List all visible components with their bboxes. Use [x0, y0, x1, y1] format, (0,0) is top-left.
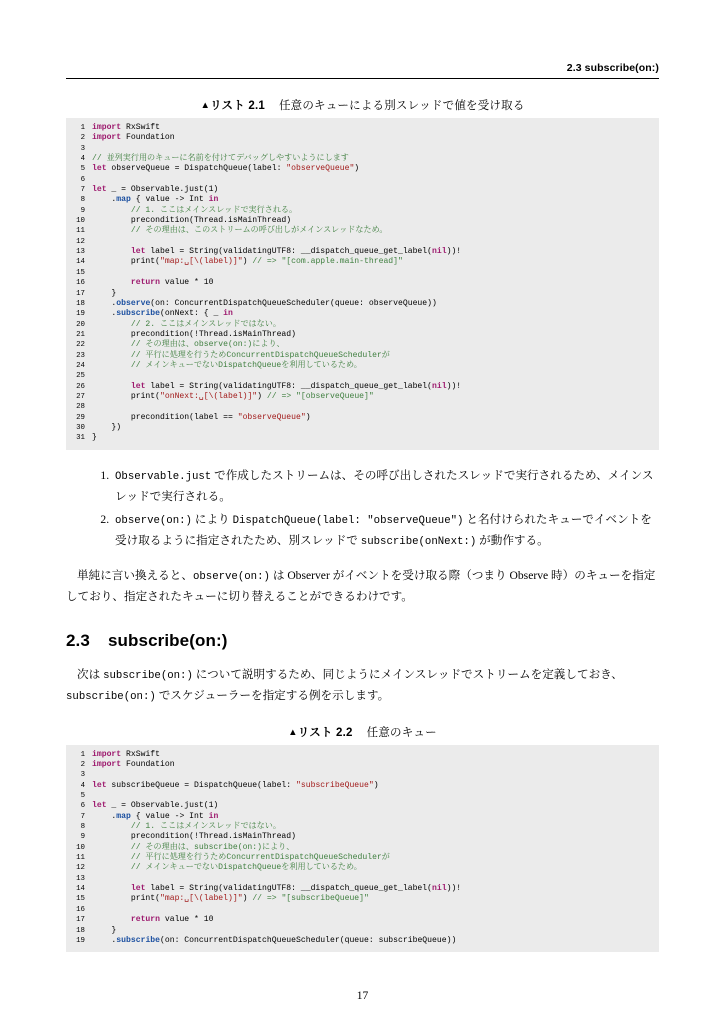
- code-line: [66, 123, 659, 133]
- code-text: // 1. ここはメインスレッドで実行される。: [130, 205, 298, 215]
- code-line: [66, 278, 659, 288]
- triangle-icon: ▲: [288, 726, 298, 738]
- code-line: [66, 936, 659, 946]
- line-number: 28: [76, 403, 85, 412]
- code-line: [66, 832, 659, 842]
- line-number: 2: [80, 134, 85, 143]
- code-text: return value * 10: [130, 915, 214, 925]
- code-text: // メインキューでないDispatchQueueを利用しているため。: [130, 863, 362, 873]
- code-text: // 並列実行用のキューに名前を付けてデバッグしやすいようにします: [92, 154, 349, 164]
- line-number: 5: [80, 792, 85, 801]
- code-text: // 平行に処理を行うためConcurrentDispatchQueueSchedulerが: [130, 350, 390, 360]
- line-number: 31: [76, 434, 85, 443]
- line-number: 20: [76, 320, 85, 329]
- code-text: // メインキューでないDispatchQueueを利用しているため。: [130, 360, 362, 370]
- line-number: 4: [80, 781, 85, 790]
- list-item: 2. observe(on:) により DispatchQueue(label: "observeQueue") と名付けられたキューでイベントを受け取るように指定されたため、別スレッドで subscribe(onNext:) が動作する。: [112, 510, 659, 552]
- code-line: [66, 371, 659, 381]
- line-number: 10: [76, 843, 85, 852]
- code-line: [66, 361, 659, 371]
- code-line: [66, 770, 659, 780]
- section-heading: [66, 631, 659, 651]
- line-number: 19: [76, 936, 85, 945]
- code-line: [66, 185, 659, 195]
- line-number: 22: [76, 341, 85, 350]
- code-line: [66, 760, 659, 770]
- line-number: 2: [80, 761, 85, 769]
- code-text: import Foundation: [92, 133, 175, 143]
- line-number: 27: [76, 392, 85, 401]
- line-number: 16: [76, 905, 85, 914]
- code-line: [66, 268, 659, 278]
- listing-2-label: リスト 2.2: [297, 726, 353, 739]
- section-title: subscribe(on:): [108, 630, 228, 650]
- line-number: 6: [80, 802, 85, 811]
- paragraph-observe-summary: 単純に言い換えると、observe(on:) は Observer がイベントを受け取る際（つまり Observe 時）のキューを指定しており、指定されたキューに切り替えることができるわけです。: [66, 568, 656, 604]
- code-line: [66, 133, 659, 143]
- code-text: // 1. ここはメインスレッドではない。: [130, 822, 281, 832]
- code-text: precondition(Thread.isMainThread): [92, 216, 292, 226]
- line-number: 26: [76, 382, 85, 391]
- line-number: 18: [76, 926, 85, 935]
- line-number: 14: [76, 258, 85, 267]
- code-line: [66, 843, 659, 853]
- code-line: [66, 822, 659, 832]
- code-block-listing-2: [66, 745, 659, 953]
- line-number: 25: [76, 372, 85, 381]
- section-number: 2.3: [66, 630, 90, 650]
- line-number: 13: [76, 874, 85, 883]
- code-line: [66, 433, 659, 443]
- code-text: }: [92, 433, 97, 443]
- code-line: [66, 894, 659, 904]
- code-text: .observe(on: ConcurrentDispatchQueueScheduler(queue: observeQueue)): [92, 298, 437, 308]
- code-text: let _ = Observable.just(1): [92, 185, 219, 195]
- code-text: let observeQueue = DispatchQueue(label: "observeQueue"): [92, 164, 360, 174]
- code-text: print("map:␣[\(label)]") // => "[com.apple.main-thread]": [92, 257, 403, 267]
- code-line: [66, 257, 659, 267]
- line-number: 14: [76, 885, 85, 894]
- line-number: 10: [76, 217, 85, 226]
- code-line: [66, 340, 659, 350]
- code-line: [66, 237, 659, 247]
- code-text: // その理由は、observe(on:)により、: [130, 340, 285, 350]
- header-rule: [66, 78, 659, 79]
- code-line: [66, 382, 659, 392]
- code-text: // 平行に処理を行うためConcurrentDispatchQueueSchedulerが: [130, 853, 390, 863]
- code-text: .subscribe(on: ConcurrentDispatchQueueScheduler(queue: subscribeQueue)): [92, 935, 457, 945]
- code-line: [66, 330, 659, 340]
- code-text: let label = String(validatingUTF8: __dispatch_queue_get_label(nil))!: [130, 247, 462, 257]
- line-number: 17: [76, 289, 85, 298]
- code-text: let label = String(validatingUTF8: __dispatch_queue_get_label(nil))!: [130, 884, 462, 894]
- line-number: 6: [80, 175, 85, 184]
- code-line: [66, 216, 659, 226]
- code-line: [66, 164, 659, 174]
- code-line: [66, 915, 659, 925]
- code-text: let _ = Observable.just(1): [92, 801, 219, 811]
- line-number: 5: [80, 165, 85, 174]
- triangle-icon: ▲: [200, 100, 211, 111]
- code-block-listing-1: [66, 118, 659, 450]
- list-item: 1. Observable.just で作成したストリームは、その呼び出しされたスレッドで実行されるため、メインスレッドで実行される。: [112, 466, 659, 506]
- line-number: 7: [80, 812, 85, 821]
- code-line: [66, 750, 659, 760]
- running-header: 2.3 subscribe(on:): [566, 62, 659, 74]
- code-line: [66, 874, 659, 884]
- line-number: 3: [80, 771, 85, 780]
- code-text: let label = String(validatingUTF8: __dispatch_queue_get_label(nil))!: [130, 381, 462, 391]
- code-text: return value * 10: [130, 278, 214, 288]
- line-number: 15: [76, 895, 85, 904]
- listing-1-title: 任意のキューによる別スレッドで値を受け取る: [278, 100, 525, 112]
- code-line: [66, 884, 659, 894]
- line-number: 11: [76, 227, 85, 236]
- line-number: 9: [80, 206, 85, 215]
- code-text: }): [92, 422, 122, 432]
- page-number: 17: [356, 990, 369, 1002]
- listing-2-caption: [66, 724, 659, 740]
- line-number: 8: [80, 196, 85, 205]
- code-line: [66, 812, 659, 822]
- line-number: 23: [76, 351, 85, 360]
- line-number: 15: [76, 268, 85, 277]
- code-text: precondition(!Thread.isMainThread): [92, 832, 296, 842]
- code-text: import RxSwift: [92, 123, 161, 132]
- line-number: 30: [76, 423, 85, 432]
- code-line: [66, 801, 659, 811]
- line-number: 29: [76, 413, 85, 422]
- line-number: 3: [80, 144, 85, 153]
- code-text: .map { value -> Int in: [92, 195, 219, 205]
- line-number: 17: [76, 916, 85, 925]
- code-line: [66, 863, 659, 873]
- code-line: [66, 781, 659, 791]
- code-line: [66, 289, 659, 299]
- code-text: // 2. ここはメインスレッドではない。: [130, 319, 281, 329]
- code-line: [66, 791, 659, 801]
- line-number: 21: [76, 330, 85, 339]
- code-text: import Foundation: [92, 760, 175, 769]
- line-number: 8: [80, 823, 85, 832]
- code-text: print("map:␣[\(label)]") // => "[subscribeQueue]": [92, 894, 369, 904]
- code-line: [66, 392, 659, 402]
- code-line: [66, 853, 659, 863]
- code-line: [66, 309, 659, 319]
- code-line: [66, 905, 659, 915]
- code-line: [66, 423, 659, 433]
- listing-1-label: リスト 2.1: [210, 100, 265, 112]
- line-number: 1: [80, 124, 85, 132]
- listing-2-title: 任意のキュー: [366, 726, 437, 739]
- code-text: }: [92, 925, 117, 935]
- line-number: 12: [76, 864, 85, 873]
- line-number: 12: [76, 237, 85, 246]
- code-line: [66, 351, 659, 361]
- line-number: 7: [80, 186, 85, 195]
- line-number: 1: [80, 750, 85, 759]
- line-number: 11: [76, 854, 85, 863]
- code-text: precondition(!Thread.isMainThread): [92, 329, 296, 339]
- line-number: 18: [76, 299, 85, 308]
- code-line: [66, 320, 659, 330]
- code-line: [66, 226, 659, 236]
- code-text: }: [92, 288, 117, 298]
- code-text: // その理由は、subscribe(on:)により、: [130, 842, 295, 852]
- code-line: [66, 926, 659, 936]
- code-text: precondition(label == "observeQueue"): [92, 412, 311, 422]
- code-line: [66, 247, 659, 257]
- code-line: [66, 402, 659, 412]
- line-number: 24: [76, 361, 85, 370]
- line-number: 13: [76, 248, 85, 257]
- code-line: [66, 299, 659, 309]
- line-number: 9: [80, 833, 85, 842]
- code-text: .subscribe(onNext: { _ in: [92, 309, 233, 319]
- notes-list: [66, 466, 659, 552]
- code-text: .map { value -> Int in: [92, 811, 219, 821]
- listing-1-caption: [66, 97, 659, 113]
- code-line: [66, 154, 659, 164]
- code-line: [66, 413, 659, 423]
- paragraph-subscribe-intro: 次は subscribe(on:) について説明するため、同じようにメインスレッドでストリームを定義しておき、subscribe(on:) でスケジューラーを指定する例を示します。: [66, 667, 623, 704]
- code-text: print("onNext:␣[\(label)]") // => "[observeQueue]": [92, 391, 374, 401]
- code-line: [66, 195, 659, 205]
- line-number: 16: [76, 279, 85, 288]
- code-text: import RxSwift: [92, 749, 161, 759]
- code-text: // その理由は、このストリームの呼び出しがメインスレッドなため。: [130, 226, 388, 236]
- code-text: let subscribeQueue = DispatchQueue(label: "subscribeQueue"): [92, 780, 379, 790]
- code-line: [66, 206, 659, 216]
- code-line: [66, 175, 659, 185]
- line-number: 19: [76, 310, 85, 319]
- line-number: 4: [80, 155, 85, 164]
- code-line: [66, 144, 659, 154]
